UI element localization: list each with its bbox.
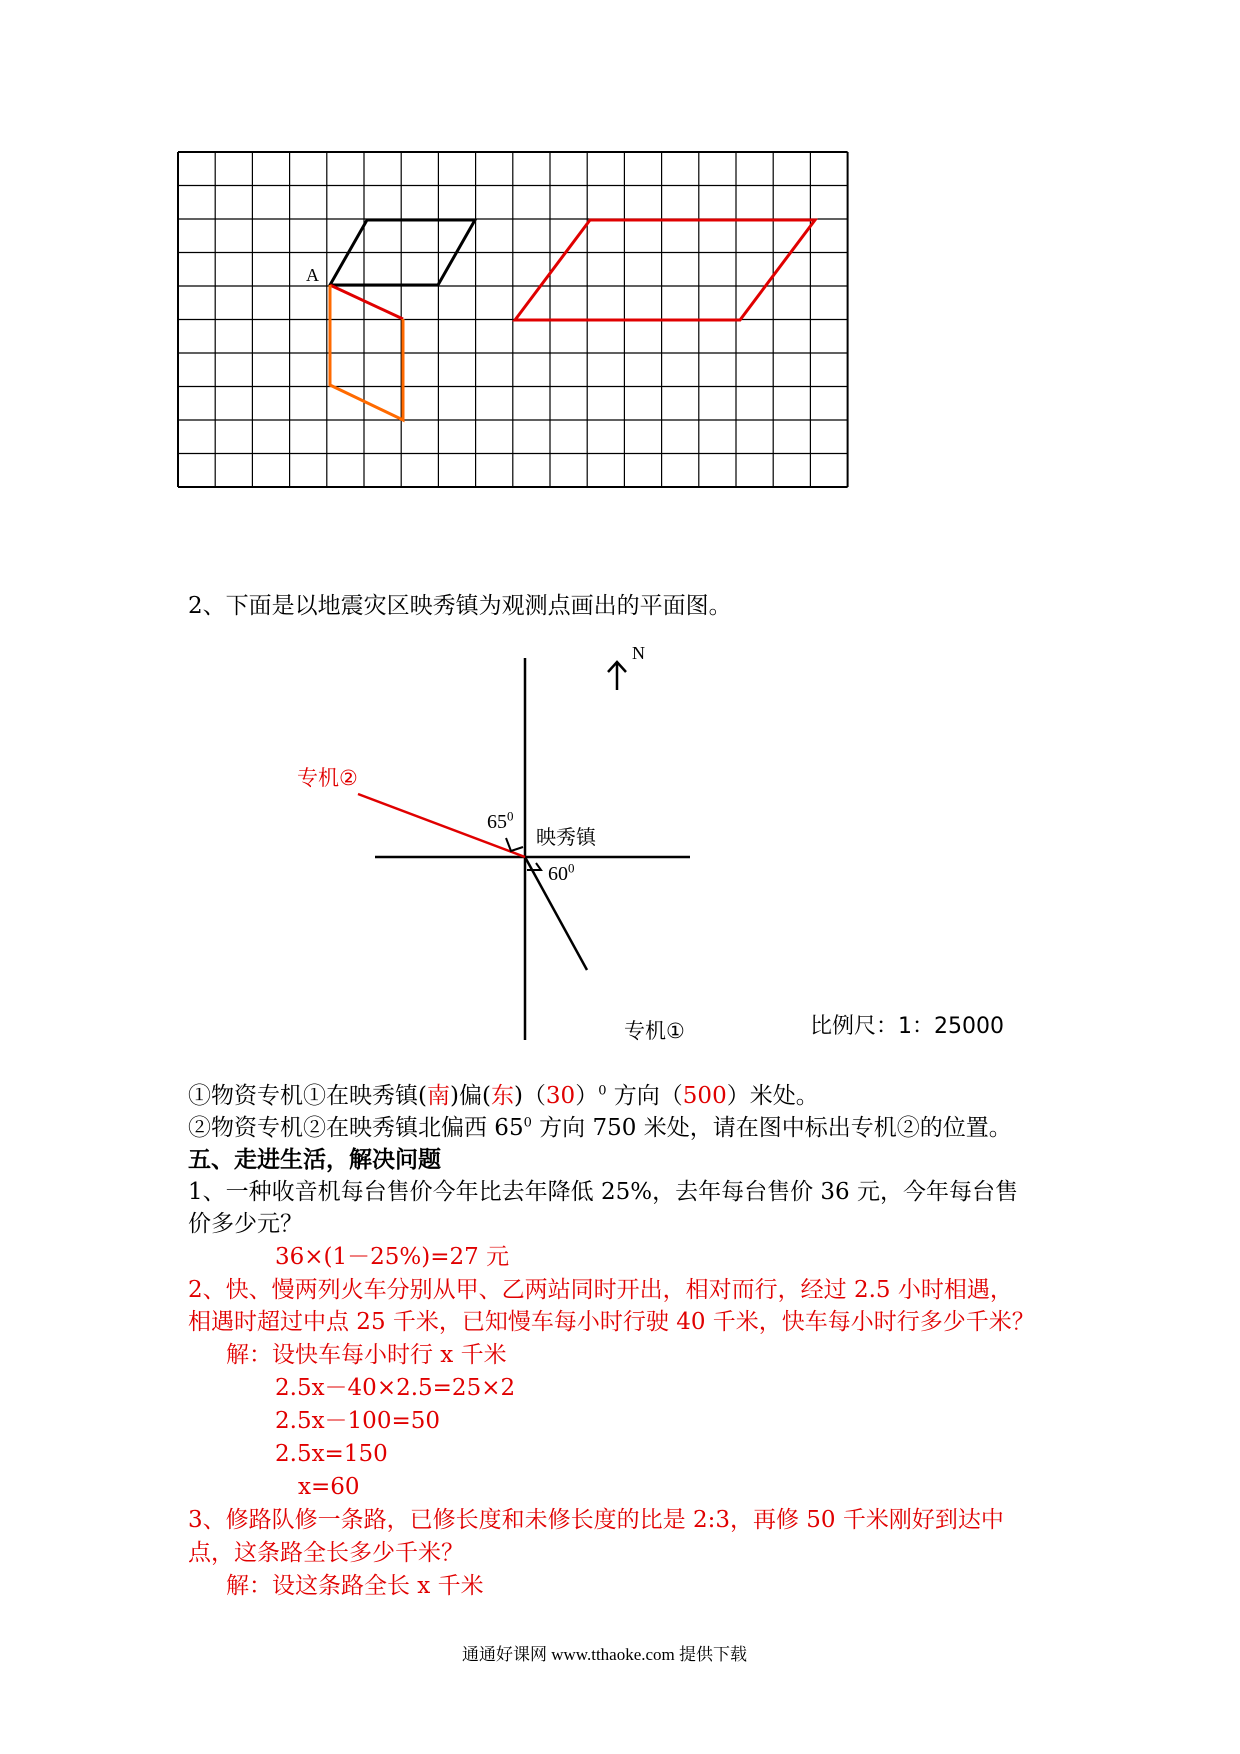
section-5-q2-line-2: 相遇时超过中点 25 千米，已知慢车每小时行驶 40 千米，快车每小时行多少千米？ (188, 1309, 1035, 1335)
section-5-q2-step-3: 2.5x=150 (275, 1441, 388, 1467)
center-label: 映秀镇 (536, 825, 596, 849)
plane-2-label: 专机② (297, 766, 358, 790)
section-5-q2-step-4: x=60 (298, 1474, 360, 1500)
section-5-q2-step-2: 2.5x－100=50 (275, 1408, 440, 1434)
angle-60-label: $60^0$ (548, 860, 575, 885)
section-5-q1-line-2: 价多少元？ (188, 1211, 303, 1237)
section-5-q3-line-2: 点，这条路全长多少千米？ (188, 1540, 464, 1566)
question-2-line-1: ①物资专机①在映秀镇(南)偏(东)$(30)^0$ 方向（500）米处。 (188, 1083, 819, 1109)
section-5-q1-answer: 36×(1－25%)=27 元 (275, 1244, 510, 1270)
section-5-heading: 五、走进生活，解决问题 (188, 1146, 441, 1173)
point-a-label: A (306, 265, 319, 285)
north-arrow-icon (608, 662, 626, 690)
scale-label: 比例尺：1：25000 (810, 1014, 1004, 1039)
section-5-q2-solution: 解：设快车每小时行 x 千米 (226, 1342, 507, 1368)
section-5-q3-line-1: 3、修路队修一条路，已修长度和未修长度的比是 2:3，再修 50 千米刚好到达中 (188, 1507, 1004, 1533)
plane-1-label: 专机① (624, 1019, 685, 1043)
page-footer: 通通好课网 www.tthaoke.com 提供下载 (462, 1645, 748, 1664)
section-5-q1-line-1: 1、一种收音机每台售价今年比去年降低 25%，去年每台售价 36 元，今年每台售 (188, 1179, 1018, 1205)
section-5-q3-solution: 解：设这条路全长 x 千米 (226, 1573, 484, 1599)
angle-65-label: $65^0$ (487, 808, 514, 833)
question-2-title: 2、下面是以地震灾区映秀镇为观测点画出的平面图。 (188, 593, 732, 619)
section-5-q2-line-1: 2、快、慢两列火车分别从甲、乙两站同时开出，相对而行，经过 2.5 小时相遇， (188, 1277, 1013, 1303)
angle-mark-65 (506, 838, 523, 851)
north-label: N (632, 643, 645, 663)
section-5-q2-step-1: 2.5x－40×2.5=25×2 (275, 1375, 516, 1401)
question-2-line-2: ②物资专机②在映秀镇北偏西 $65^0$ 方向 750 米处，请在图中标出专机②的位置。 (188, 1115, 1012, 1141)
